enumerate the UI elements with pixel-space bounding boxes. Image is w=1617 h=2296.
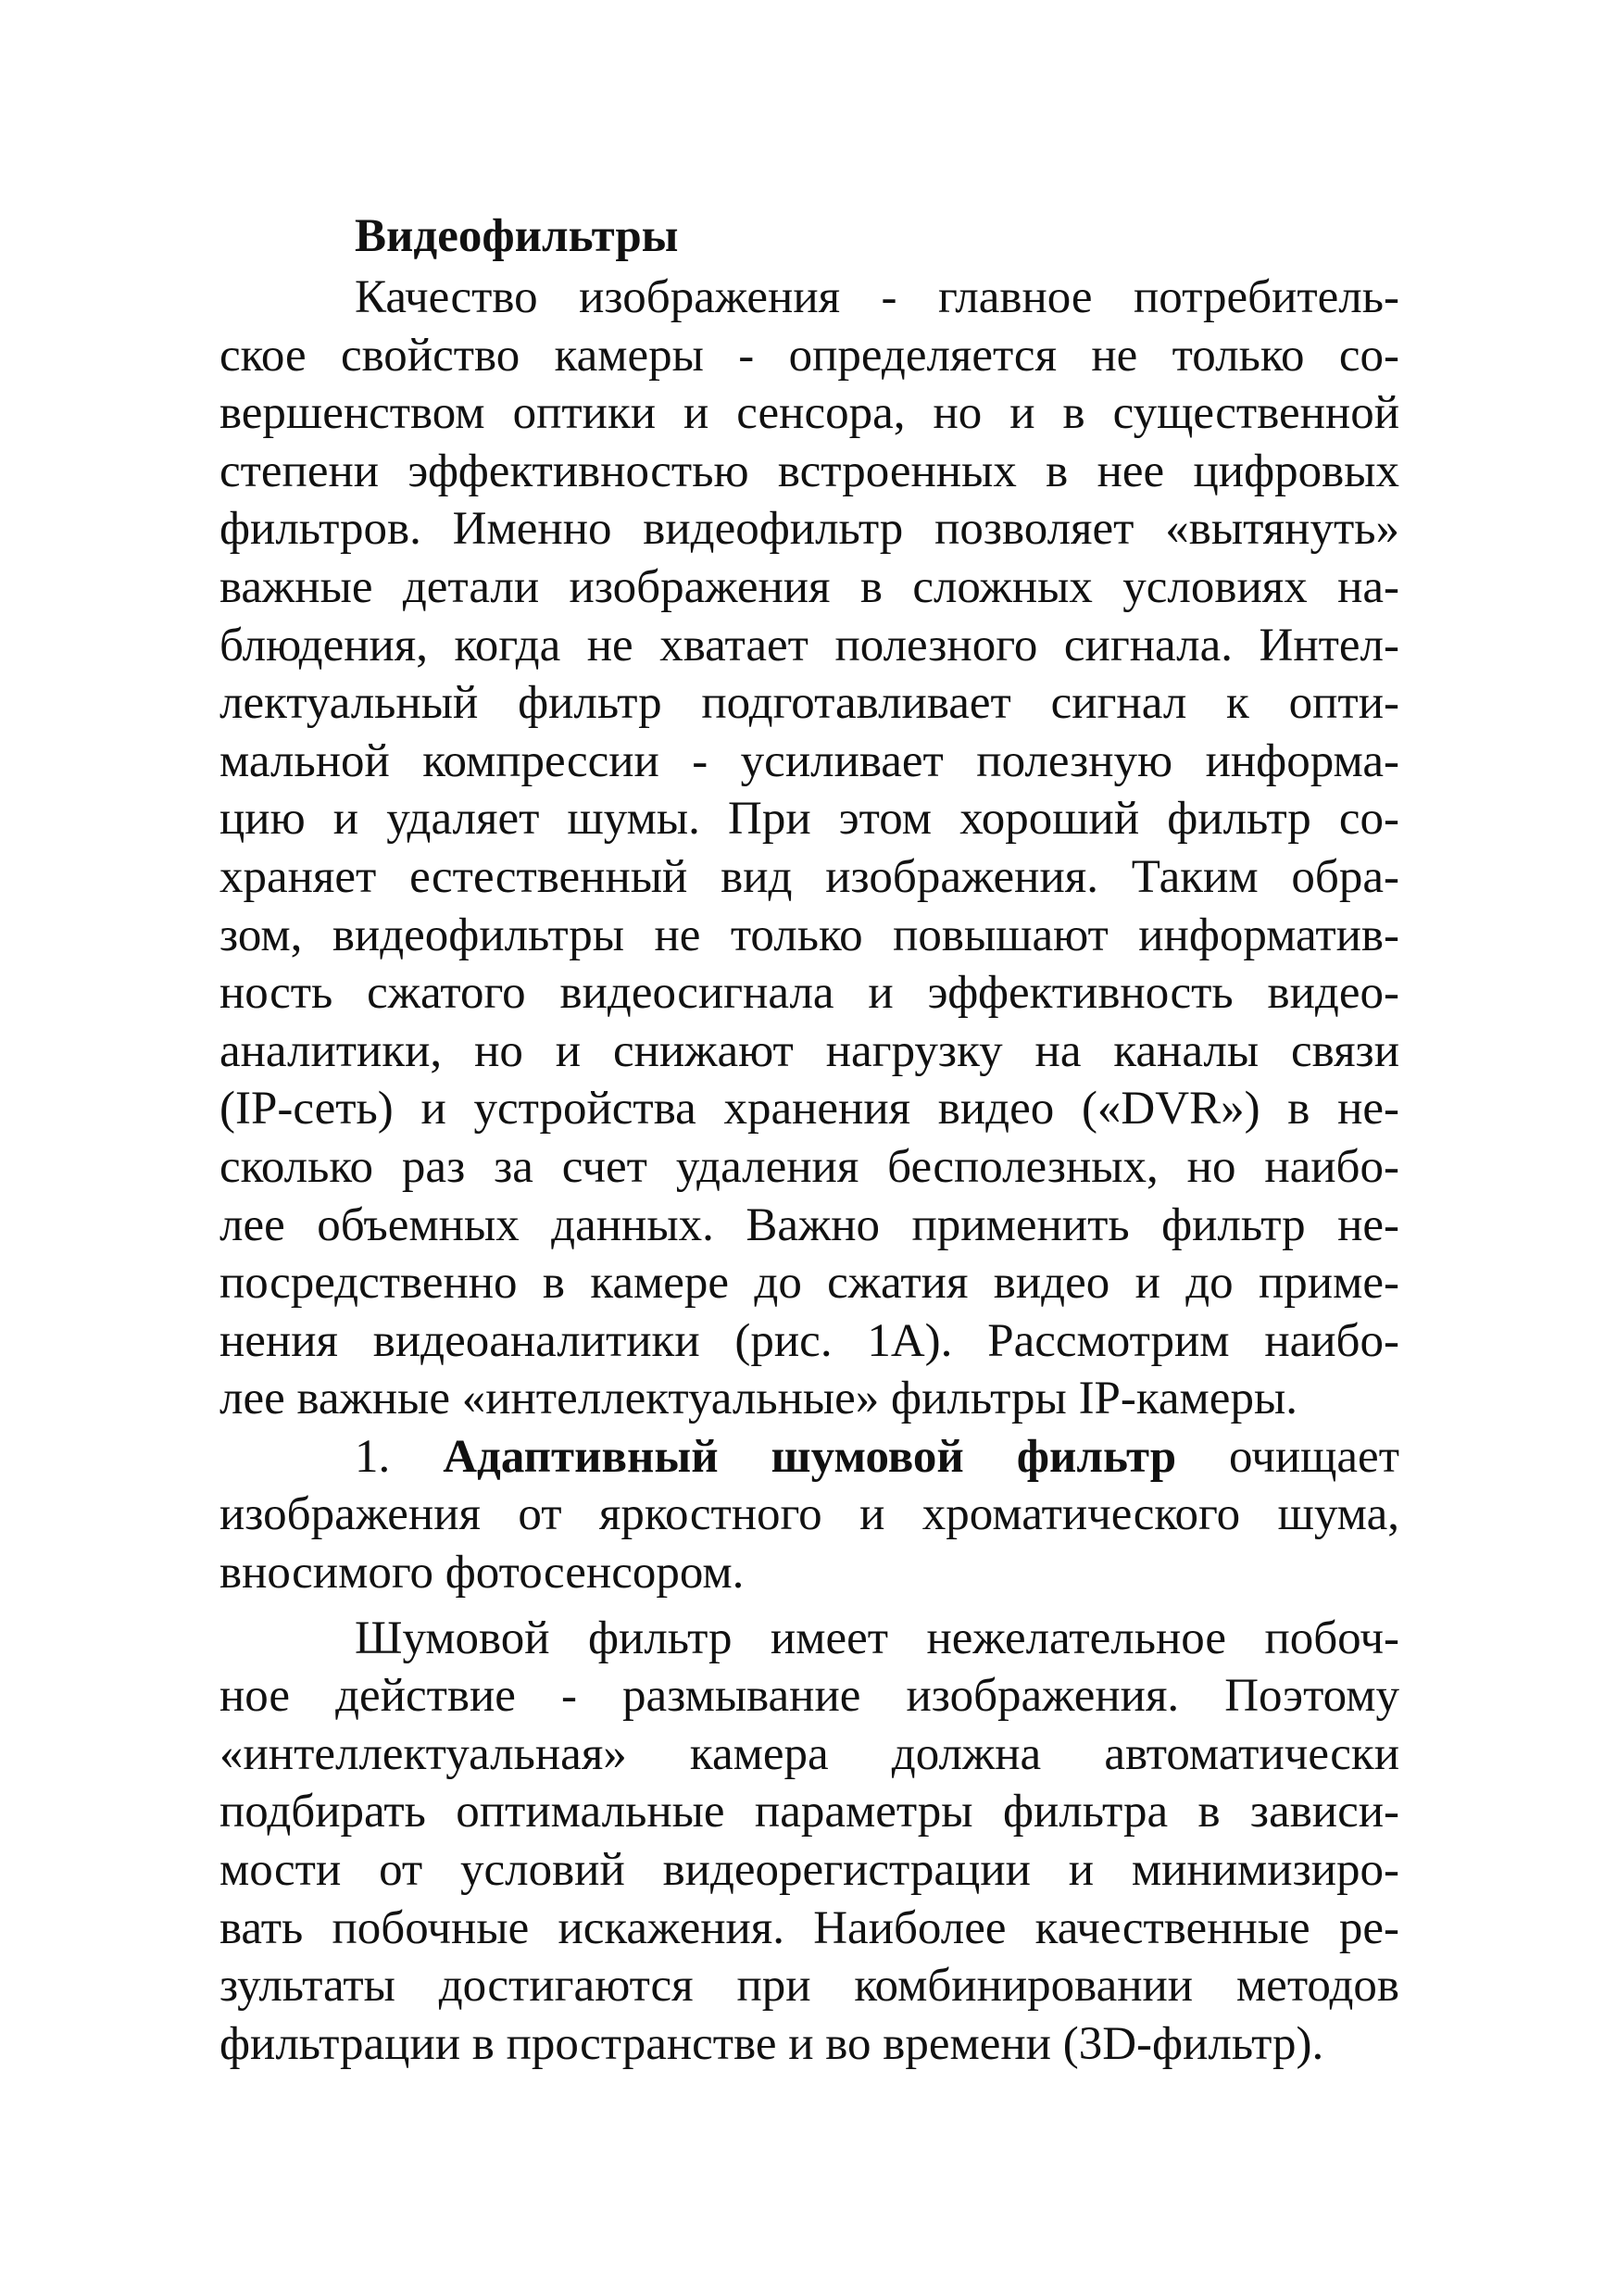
list-item-text: очищает (1229, 1430, 1399, 1483)
list-item-first-line (219, 1428, 1399, 1487)
paragraph-line: (IP-сеть) и устройства хранения видео («DVR») в не- (219, 1083, 1399, 1135)
paragraph-line-last: лее важные «интеллектуальные» фильтры IP-камеры. (219, 1373, 1297, 1425)
paragraph-line: посредственно в камере до сжатия видео и до приме- (219, 1257, 1399, 1310)
paragraph-line: храняет естественный вид изображения. Таким обра- (219, 850, 1399, 903)
paragraph-line: аналитики, но и снижают нагрузку на каналы связи (219, 1024, 1399, 1077)
paragraph-line: мальной компрессии - усиливает полезную информа- (219, 734, 1399, 787)
paragraph-line: мости от условий видеорегистрации и минимизиро- (219, 1844, 1399, 1897)
paragraph-image-quality (219, 269, 1399, 1428)
paragraph-line: важные детали изображения в сложных условиях на- (219, 560, 1399, 613)
list-item-term: Адаптивный шумовой фильтр (443, 1430, 1177, 1483)
paragraph-line: лее объемных данных. Важно применить фильтр не- (219, 1198, 1399, 1251)
paragraph-line: цию и удаляет шумы. При этом хороший фильтр со- (219, 793, 1399, 846)
paragraph-line: Качество изображения - главное потребитель- (355, 271, 1399, 323)
paragraph-noise-filter (219, 1610, 1399, 2074)
paragraph-line: лектуальный фильтр подготавливает сигнал к опти- (219, 677, 1399, 730)
paragraph-line-last: фильтрации в пространстве и во времени (3D-фильтр). (219, 2017, 1324, 2070)
paragraph-line: зом, видеофильтры не только повышают информатив- (219, 909, 1399, 961)
paragraph-line: подбирать оптимальные параметры фильтра в зависи- (219, 1786, 1399, 1838)
section-heading: Видеофильтры (355, 210, 679, 262)
paragraph-line: сколько раз за счет удаления бесполезных, но наибо- (219, 1140, 1399, 1193)
paragraph-line: ность сжатого видеосигнала и эффективность видео- (219, 967, 1399, 1020)
paragraph-line: нения видеоаналитики (рис. 1А). Рассмотрим наибо- (219, 1314, 1399, 1367)
paragraph-line: фильтров. Именно видеофильтр позволяет «вытянуть» (219, 503, 1399, 556)
paragraph-line: вать побочные искажения. Наиболее качественные ре- (219, 1901, 1399, 1954)
paragraph-line: ное действие - размывание изображения. Поэтому (219, 1670, 1399, 1723)
paragraph-line: зультаты достигаются при комбинировании методов (219, 1960, 1399, 2013)
paragraph-line-last: вносимого фотосенсором. (219, 1547, 745, 1600)
paragraph-line: вершенством оптики и сенсора, но и в существенной (219, 387, 1399, 440)
list-item-adaptive-noise-filter (219, 1428, 1399, 1602)
document-body (219, 204, 1399, 2073)
paragraph-line: Шумовой фильтр имеет нежелательное побоч- (355, 1612, 1399, 1664)
paragraph-gap (219, 1602, 1399, 1610)
paragraph-line: степени эффективностью встроенных в нее цифровых (219, 445, 1399, 497)
paragraph-line: ское свойство камеры - определяется не только со- (219, 329, 1399, 382)
list-item-number: 1. (355, 1430, 391, 1483)
paragraph-line: блюдения, когда не хватает полезного сигнала. Интел- (219, 619, 1399, 671)
paragraph-line: «интеллектуальная» камера должна автоматически (219, 1727, 1399, 1780)
paragraph-line: изображения от яркостного и хроматического шума, (219, 1488, 1399, 1541)
